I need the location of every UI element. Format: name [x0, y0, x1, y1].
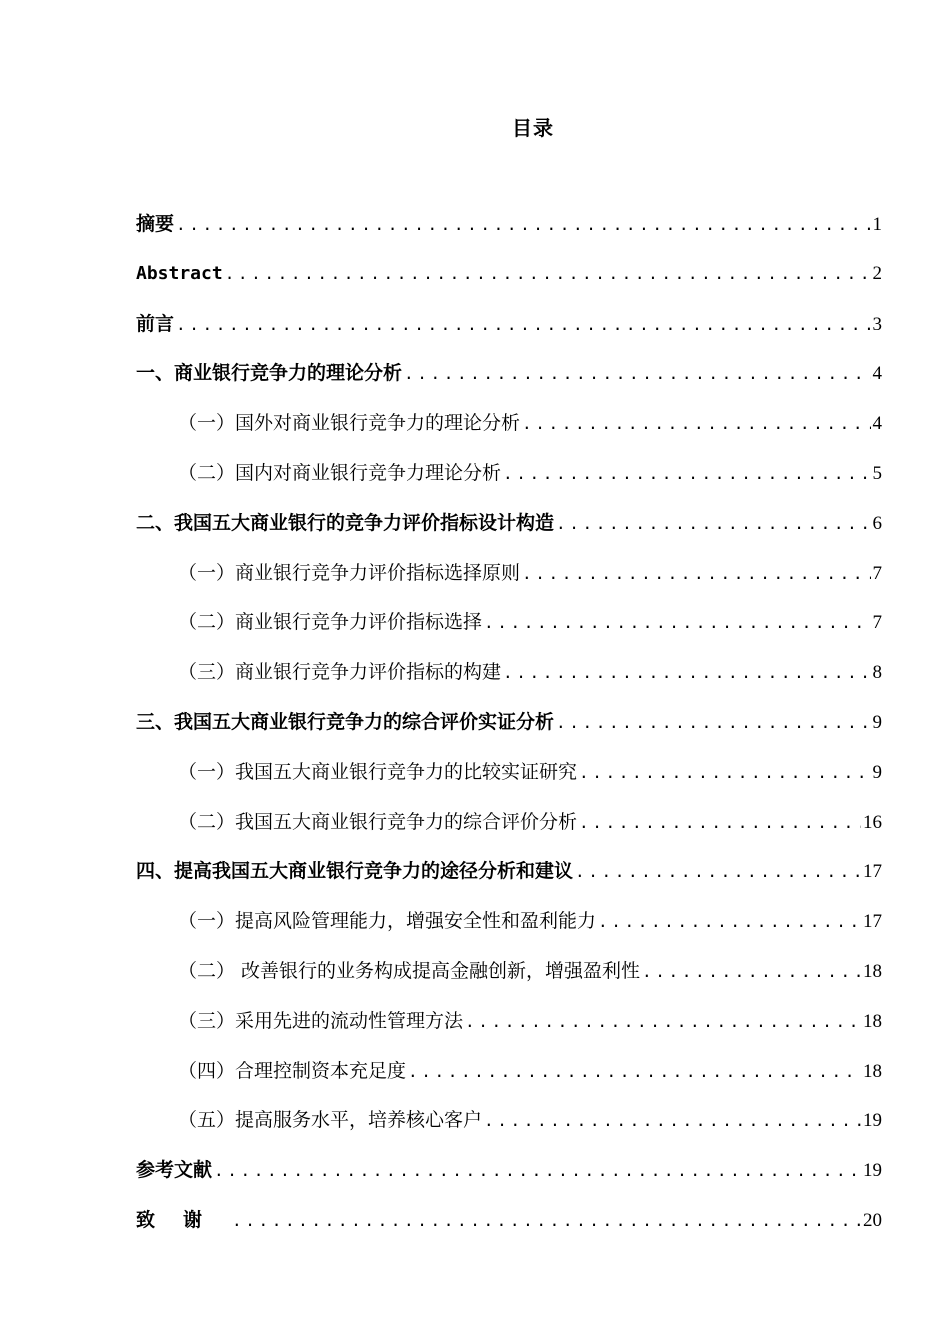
toc-page-number: 6: [872, 512, 882, 534]
toc-entry-section-4-3[interactable]: [136, 1003, 882, 1053]
toc-entry-label: （五）提高服务水平，培养核心客户: [178, 1109, 483, 1132]
toc-entry-chapter-1[interactable]: [136, 355, 882, 405]
toc-entry-label: 摘要: [136, 213, 175, 235]
toc-dot-leader: [556, 705, 870, 741]
toc-entry-section-1-2[interactable]: [136, 455, 882, 505]
table-of-contents: [136, 206, 882, 1252]
toc-entry-label: Abstract: [136, 262, 223, 284]
toc-entry-references[interactable]: [136, 1152, 882, 1202]
toc-entry-section-2-3[interactable]: [136, 654, 882, 704]
toc-entry-label: 前言: [136, 312, 175, 335]
toc-dot-leader: [214, 1153, 861, 1189]
toc-entry-label: 一、商业银行竞争力的理论分析: [136, 362, 403, 385]
toc-dot-leader: [176, 307, 870, 343]
toc-dot-leader: [579, 755, 870, 791]
toc-entry-label: （二）我国五大商业银行竞争力的综合评价分析: [178, 810, 578, 833]
toc-entry-chapter-2[interactable]: [136, 505, 882, 555]
toc-entry-label: （三）商业银行竞争力评价指标的构建: [178, 661, 502, 684]
toc-page-number: 18: [863, 1010, 882, 1032]
toc-page-number: 5: [872, 462, 882, 484]
toc-entry-label: 参考文献: [136, 1159, 213, 1182]
toc-dot-leader: [465, 1004, 861, 1040]
toc-dot-leader: [598, 904, 861, 940]
toc-entry-label: （一）我国五大商业银行竞争力的比较实证研究: [178, 760, 578, 783]
toc-entry-chapter-3[interactable]: [136, 704, 882, 754]
toc-dot-leader: [575, 854, 861, 890]
toc-dot-leader: [404, 356, 870, 392]
toc-page-number: 17: [863, 861, 882, 883]
toc-entry-label: （二） 改善银行的业务构成提高金融创新，增强盈利性: [178, 959, 641, 982]
toc-entry-label: （一）商业银行竞争力评价指标选择原则: [178, 561, 521, 584]
toc-entry-label: 致谢: [136, 1208, 231, 1231]
toc-dot-leader: [579, 805, 861, 841]
toc-page-number: 18: [863, 960, 882, 982]
toc-page-number: 7: [872, 612, 882, 634]
toc-page-number: 4: [872, 363, 882, 385]
toc-entry-section-3-1[interactable]: [136, 754, 882, 804]
toc-entry-label: （四）合理控制资本充足度: [178, 1059, 407, 1082]
toc-dot-leader: [503, 655, 870, 691]
toc-entry-section-2-1[interactable]: [136, 555, 882, 605]
toc-entry-section-2-2[interactable]: [136, 604, 882, 654]
toc-dot-leader: [522, 556, 870, 592]
toc-entry-label: 三、我国五大商业银行竞争力的综合评价实证分析: [136, 710, 555, 733]
toc-dot-leader: [522, 406, 870, 442]
toc-entry-abstract-en[interactable]: [136, 256, 882, 306]
toc-page-number: 9: [872, 711, 882, 733]
toc-entry-label: 二、我国五大商业银行的竞争力评价指标设计构造: [136, 511, 555, 534]
toc-entry-acknowledgements[interactable]: [136, 1202, 882, 1252]
toc-dot-leader: [484, 605, 870, 641]
toc-dot-leader: [642, 954, 861, 990]
toc-entry-abstract-cn[interactable]: [136, 206, 882, 256]
toc-entry-label: 四、提高我国五大商业银行竞争力的途径分析和建议: [136, 860, 574, 883]
toc-dot-leader: [556, 506, 870, 542]
toc-entry-section-4-2[interactable]: [136, 953, 882, 1003]
toc-entry-preface[interactable]: [136, 306, 882, 356]
toc-dot-leader: [232, 1203, 861, 1239]
toc-page-number: 7: [872, 562, 882, 584]
toc-entry-chapter-4[interactable]: [136, 853, 882, 903]
toc-page-number: 2: [872, 262, 882, 284]
toc-page-number: 19: [863, 1160, 882, 1182]
toc-entry-label: （一）提高风险管理能力，增强安全性和盈利能力: [178, 910, 597, 933]
toc-page-number: 8: [872, 662, 882, 684]
toc-dot-leader: [503, 456, 870, 492]
toc-page-number: 18: [863, 1060, 882, 1082]
toc-page-number: 20: [863, 1209, 882, 1231]
toc-page-number: 3: [872, 313, 882, 335]
toc-entry-label: （一）国外对商业银行竞争力的理论分析: [178, 412, 521, 435]
toc-dot-leader: [225, 256, 871, 292]
toc-entry-label: （三）采用先进的流动性管理方法: [178, 1009, 464, 1032]
toc-dot-leader: [484, 1103, 861, 1139]
page-title: 目录: [512, 116, 554, 140]
toc-entry-section-4-5[interactable]: [136, 1102, 882, 1152]
toc-dot-leader: [176, 207, 870, 243]
toc-page-number: 16: [863, 811, 882, 833]
toc-entry-label: （二）国内对商业银行竞争力理论分析: [178, 461, 502, 484]
toc-entry-section-1-1[interactable]: [136, 405, 882, 455]
toc-page-number: 9: [872, 761, 882, 783]
toc-entry-section-4-1[interactable]: [136, 903, 882, 953]
toc-page-number: 19: [863, 1110, 882, 1132]
toc-page-number: 4: [872, 413, 882, 435]
toc-entry-label: （二）商业银行竞争力评价指标选择: [178, 611, 483, 634]
toc-page-number: 1: [872, 214, 882, 235]
toc-entry-section-3-2[interactable]: [136, 804, 882, 854]
toc-dot-leader: [408, 1054, 861, 1090]
toc-entry-section-4-4[interactable]: [136, 1053, 882, 1103]
toc-page-number: 17: [863, 911, 882, 933]
